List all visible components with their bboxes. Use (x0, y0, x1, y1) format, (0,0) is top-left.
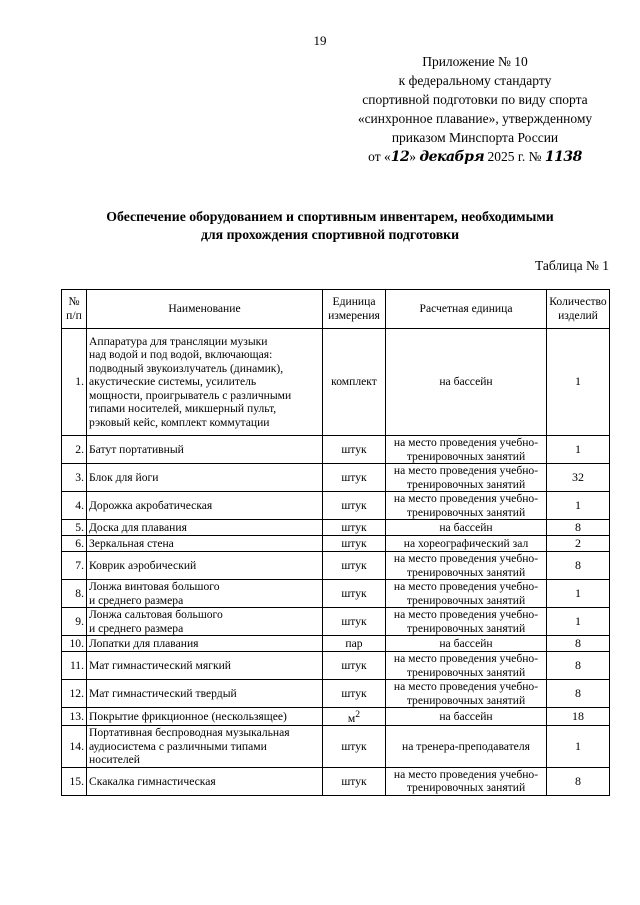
calc-unit-line: тренировочных занятий (406, 593, 526, 607)
document-title (40, 208, 620, 244)
item-name-line: и среднего размера (89, 621, 184, 635)
calc-unit (386, 636, 547, 652)
handwritten-month: декабря (419, 149, 485, 165)
calc-unit (386, 520, 547, 536)
calc-unit-line: на хореографический зал (403, 536, 529, 550)
measure-unit (323, 636, 386, 652)
row-number: 7. (62, 552, 87, 580)
item-quantity: 1 (547, 492, 610, 520)
header-unit-line: измерения (328, 309, 380, 322)
title-line: Обеспечение оборудованием и спортивным инвентарем, необходимыми (106, 209, 554, 224)
item-name-line: Покрытие фрикционное (нескользящее) (89, 709, 287, 723)
unit-text: штук (341, 774, 367, 788)
item-quantity: 8 (547, 636, 610, 652)
item-quantity: 1 (547, 580, 610, 608)
item-name-line: Блок для йоги (89, 470, 159, 484)
calc-unit-line: на место проведения учебно- (393, 492, 539, 505)
appendix-line: к федеральному стандарту (398, 73, 552, 88)
equipment-table (61, 289, 610, 796)
calc-unit-line: на место проведения учебно- (393, 464, 539, 477)
measure-unit (323, 552, 386, 580)
row-number: 6. (62, 536, 87, 552)
calc-unit-line: на тренера-преподавателя (402, 739, 530, 753)
table-row (62, 520, 610, 536)
calc-unit-line: тренировочных занятий (406, 665, 526, 679)
calc-unit-line: тренировочных занятий (406, 477, 526, 491)
item-quantity: 18 (547, 708, 610, 726)
calc-unit-line: тренировочных занятий (406, 781, 526, 795)
calc-unit-line: тренировочных занятий (406, 693, 526, 707)
item-name-line: рэковый кейс, комплект коммутации (89, 415, 270, 429)
table-row (62, 726, 610, 768)
table-row (62, 652, 610, 680)
item-name (87, 708, 323, 726)
date-year: 2025 г. № (487, 149, 542, 164)
item-name (87, 680, 323, 708)
table-row (62, 680, 610, 708)
calc-unit (386, 329, 547, 436)
unit-text: штук (341, 558, 367, 572)
table-header-row (62, 290, 610, 329)
calc-unit (386, 552, 547, 580)
item-name-line: типами носителей, микшерный пульт, (89, 402, 277, 416)
page-number: 19 (313, 33, 327, 48)
item-name-line: Доска для плавания (89, 520, 187, 534)
unit-text: штук (341, 739, 367, 753)
item-name-line: Зеркальная стена (89, 536, 174, 550)
header-num (62, 290, 87, 329)
item-quantity: 8 (547, 680, 610, 708)
item-name-line: аудиосистема с различными типами (89, 739, 267, 753)
appendix-line: спортивной подготовки по виду спорта (362, 92, 588, 107)
header-calc: Расчетная единица (386, 290, 547, 329)
unit-text: штук (341, 470, 367, 484)
item-name-line: Скакалка гимнастическая (89, 774, 216, 788)
item-name (87, 726, 323, 768)
row-number: 4. (62, 492, 87, 520)
item-quantity: 8 (547, 520, 610, 536)
item-name (87, 536, 323, 552)
item-name-line: Портативная беспроводная музыкальная (89, 726, 290, 740)
table-row (62, 552, 610, 580)
table-body (62, 329, 610, 796)
header-qty (547, 290, 610, 329)
item-name-line: Батут портативный (89, 442, 184, 456)
item-quantity: 1 (547, 726, 610, 768)
item-name-line: Дорожка акробатическая (89, 498, 213, 512)
row-number: 15. (62, 767, 87, 795)
item-name-line: и среднего размера (89, 593, 184, 607)
measure-unit (323, 726, 386, 768)
unit-text: штук (341, 536, 367, 550)
row-number: 8. (62, 580, 87, 608)
calc-unit-line: на место проведения учебно- (393, 652, 539, 665)
unit-text: штук (341, 498, 367, 512)
calc-unit-line: тренировочных занятий (406, 621, 526, 635)
item-name-line: носителей (89, 753, 140, 767)
calc-unit (386, 726, 547, 768)
calc-unit (386, 436, 547, 464)
table-row (62, 608, 610, 636)
unit-text: штук (341, 586, 367, 600)
unit-text: штук (341, 614, 367, 628)
calc-unit (386, 767, 547, 795)
calc-unit (386, 708, 547, 726)
measure-unit (323, 608, 386, 636)
item-name-line: Аппаратура для трансляции музыки (89, 334, 268, 348)
header-unit-line: Единица (332, 295, 376, 308)
item-name-line: мощности, проигрыватель с различными (89, 388, 292, 402)
calc-unit (386, 580, 547, 608)
item-name (87, 520, 323, 536)
table-row (62, 580, 610, 608)
row-number: 12. (62, 680, 87, 708)
measure-unit (323, 708, 386, 726)
calc-unit (386, 536, 547, 552)
calc-unit-line: на бассейн (439, 375, 493, 389)
calc-unit-line: на место проведения учебно- (393, 436, 539, 449)
measure-unit (323, 492, 386, 520)
item-name (87, 652, 323, 680)
header-qty-line: изделий (558, 309, 598, 322)
unit-text: штук (341, 442, 367, 456)
row-number: 10. (62, 636, 87, 652)
item-name-line: Лопатки для плавания (89, 636, 199, 650)
calc-unit-line: на место проведения учебно- (393, 580, 539, 593)
row-number: 13. (62, 708, 87, 726)
item-name (87, 552, 323, 580)
table-row (62, 767, 610, 795)
row-number: 1. (62, 329, 87, 436)
row-number: 9. (62, 608, 87, 636)
item-name-line: Мат гимнастический твердый (89, 686, 237, 700)
calc-unit-line: на бассейн (439, 520, 493, 534)
header-qty-line: Количество (549, 295, 607, 308)
measure-unit (323, 520, 386, 536)
table-row (62, 708, 610, 726)
header-num-line: п/п (66, 309, 82, 322)
header-num-line: № (68, 295, 80, 308)
row-number: 2. (62, 436, 87, 464)
appendix-line: приказом Минспорта России (391, 130, 559, 145)
item-name (87, 436, 323, 464)
unit-text: штук (341, 520, 367, 534)
item-name (87, 608, 323, 636)
calc-unit-line: на бассейн (439, 709, 493, 723)
measure-unit (323, 536, 386, 552)
item-name-line: акустические системы, усилитель (89, 375, 257, 389)
item-name (87, 636, 323, 652)
item-name-line: Мат гимнастический мягкий (89, 658, 232, 672)
item-name-line: над водой и под водой, включающая: (89, 348, 273, 362)
item-name (87, 329, 323, 436)
handwritten-order-number: 1138 (544, 149, 582, 165)
calc-unit-line: на место проведения учебно- (393, 680, 539, 693)
calc-unit (386, 608, 547, 636)
calc-unit-line: на место проведения учебно- (393, 767, 539, 781)
row-number: 11. (62, 652, 87, 680)
table-row (62, 436, 610, 464)
calc-unit-line: тренировочных занятий (406, 449, 526, 463)
item-name-line: Коврик аэробический (89, 558, 197, 572)
unit-text: пар (345, 636, 363, 650)
measure-unit (323, 436, 386, 464)
appendix-line: «синхронное плавание», утвержденному (357, 111, 593, 126)
item-quantity: 1 (547, 329, 610, 436)
unit-superscript: 2 (355, 709, 361, 720)
measure-unit (323, 580, 386, 608)
item-name (87, 492, 323, 520)
item-quantity: 1 (547, 436, 610, 464)
item-quantity: 8 (547, 552, 610, 580)
item-quantity: 1 (547, 608, 610, 636)
calc-unit-line: тренировочных занятий (406, 565, 526, 579)
unit-text: штук (341, 686, 367, 700)
row-number: 14. (62, 726, 87, 768)
table-row (62, 329, 610, 436)
calc-unit (386, 492, 547, 520)
item-name (87, 580, 323, 608)
row-number: 3. (62, 464, 87, 492)
calc-unit-line: тренировочных занятий (406, 505, 526, 519)
calc-unit (386, 680, 547, 708)
item-name (87, 464, 323, 492)
calc-unit-line: на место проведения учебно- (393, 608, 539, 621)
unit-text: комплект (331, 375, 377, 389)
calc-unit-line: на бассейн (439, 636, 493, 650)
calc-unit (386, 652, 547, 680)
order-date-line (330, 147, 620, 167)
measure-unit (323, 767, 386, 795)
measure-unit (323, 652, 386, 680)
appendix-line: Приложение № 10 (422, 54, 528, 69)
appendix-block (330, 52, 620, 167)
header-unit (323, 290, 386, 329)
table-row (62, 536, 610, 552)
measure-unit (323, 680, 386, 708)
table-row (62, 492, 610, 520)
item-name (87, 767, 323, 795)
item-quantity: 32 (547, 464, 610, 492)
measure-unit (323, 464, 386, 492)
table-row (62, 464, 610, 492)
table-label: Таблица № 1 (535, 258, 609, 273)
item-quantity: 2 (547, 536, 610, 552)
item-name-line: Лонжа сальтовая большого (89, 608, 223, 621)
calc-unit-line: на место проведения учебно- (393, 552, 539, 565)
header-name: Наименование (87, 290, 323, 329)
item-quantity: 8 (547, 652, 610, 680)
calc-unit (386, 464, 547, 492)
title-line: для прохождения спортивной подготовки (200, 227, 460, 242)
measure-unit (323, 329, 386, 436)
unit-text: м (347, 711, 356, 725)
item-quantity: 8 (547, 767, 610, 795)
date-prefix: от « (368, 149, 391, 164)
unit-text: штук (341, 658, 367, 672)
row-number: 5. (62, 520, 87, 536)
item-name-line: Лонжа винтовая большого (89, 580, 220, 593)
date-mid: » (409, 149, 416, 164)
handwritten-day: 12 (390, 149, 410, 165)
item-name-line: подводный звукоизлучатель (динамик), (89, 361, 284, 375)
table-row (62, 636, 610, 652)
